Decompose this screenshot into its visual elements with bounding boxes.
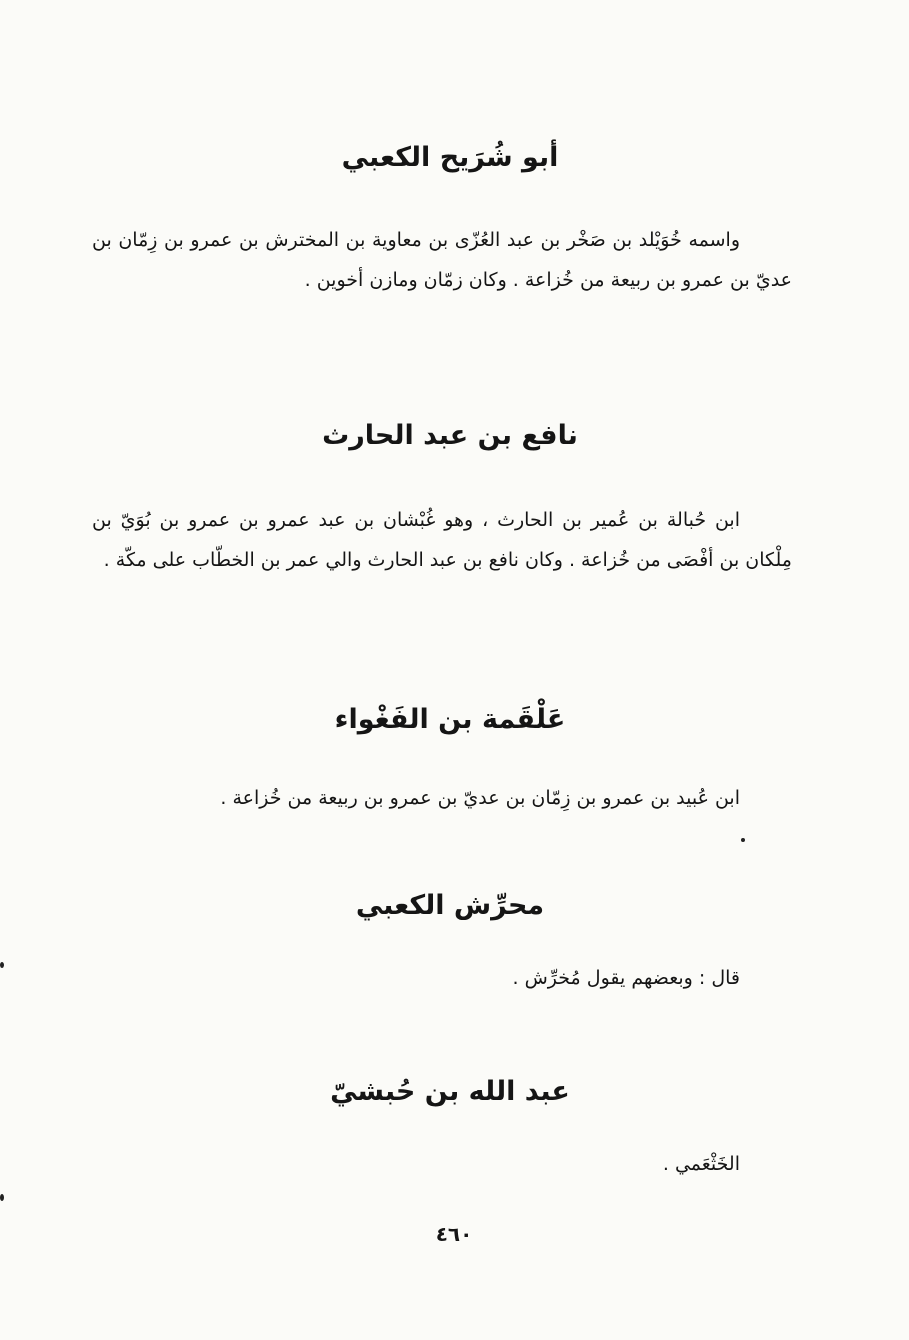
entry-text-muharrish: قال : وبعضهم يقول مُخرِّش . bbox=[512, 967, 740, 989]
entry-heading-abu-shurayh: أبو شُرَيح الكعبي bbox=[341, 142, 559, 173]
entry-heading-abdullah: عبد الله بن حُبشيّ bbox=[330, 1076, 570, 1107]
entry-text-abdullah: الخَثْعَمي . bbox=[662, 1153, 740, 1175]
entry-heading-nafi: نافع بن عبد الحارث bbox=[322, 420, 578, 451]
entry-text-alqama: ابن عُبيد بن عمرو بن زِمّان بن عديّ بن عمرو بن ربيعة من خُزاعة . bbox=[220, 787, 740, 809]
ink-speck bbox=[741, 838, 745, 842]
ink-speck bbox=[0, 962, 4, 968]
entry-text-abu-shurayh: واسمه خُوَيْلد بن صَخْر بن عبد العُزّى بن معاوية بن المخترش بن عمرو بن زِمّان بن عديّ بن عمرو بن ربيعة من خُزاعة . وكان زمّان ومازن أخوين . bbox=[92, 229, 792, 291]
page-number: ٤٦٠ bbox=[435, 1222, 473, 1246]
entry-heading-alqama: عَلْقَمة بن الفَغْواء bbox=[334, 704, 566, 735]
ink-speck bbox=[0, 1194, 4, 1201]
entry-heading-muharrish: محرِّش الكعبي bbox=[355, 890, 545, 921]
entry-text-nafi: ابن حُبالة بن عُمير بن الحارث ، وهو غُبْشان بن عبد عمرو بن عمرو بن بُوَيّ بن مِلْكان بن أفْصَى من خُزاعة . وكان نافع بن عبد الحارث والي عمر بن الخطّاب على مكّة . bbox=[92, 509, 792, 571]
